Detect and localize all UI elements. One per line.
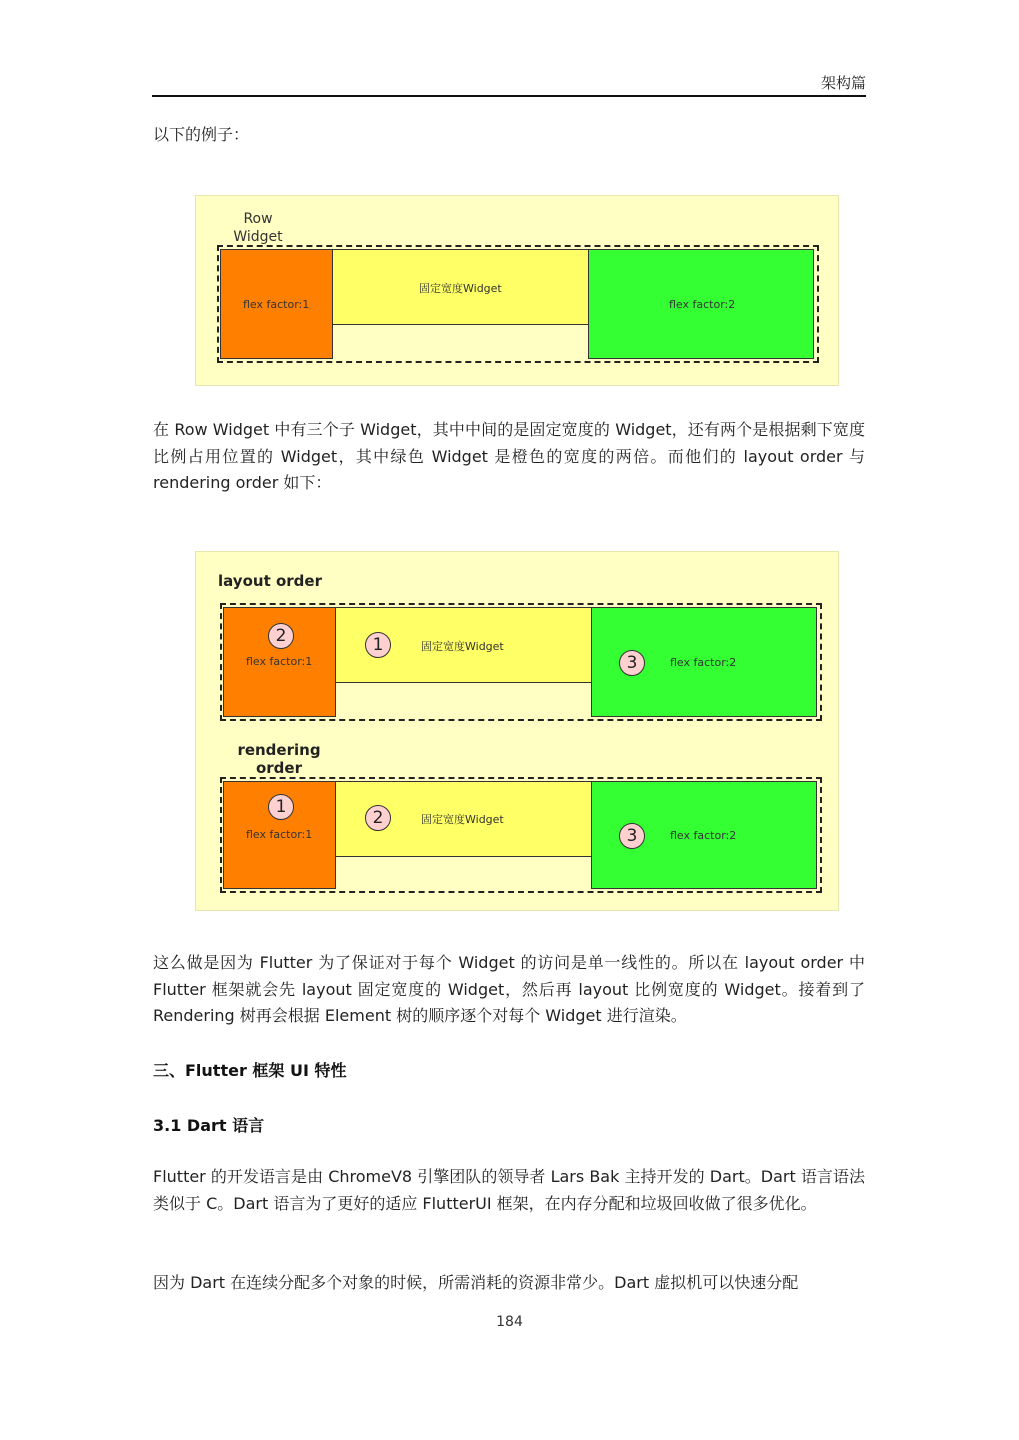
rendering-yellow-box — [335, 781, 592, 857]
rendering-yellow-order-badge: 2 — [365, 805, 391, 831]
intro-text: 以下的例子： — [153, 125, 250, 144]
rendering-orange-box — [223, 781, 336, 889]
paragraph-dart-language: Flutter 的开发语言是由 ChromeV8 引擎团队的领导者 Lars Bak 主持开发的 Dart。Dart 语言语法类似于 C。Dart 语言为了更好的适应 FlutterUI 框架，在内存分配和垃圾回收做了很多优化。 — [153, 1167, 865, 1213]
page-number: 184 — [496, 1314, 523, 1330]
orange-box-label: flex factor:1 — [243, 298, 310, 311]
layout-green-order-badge: 3 — [619, 650, 645, 676]
header-title: 架构篇 — [820, 74, 866, 92]
section-heading: 三、Flutter 框架 UI 特性 — [153, 1061, 347, 1080]
rendering-orange-label: flex factor:1 — [246, 828, 313, 841]
rendering-green-order-badge: 3 — [619, 823, 645, 849]
order-figure — [195, 551, 839, 911]
rendering-green-box — [591, 781, 817, 889]
layout-orange-order-badge: 2 — [268, 623, 294, 649]
green-flex-box — [588, 249, 814, 359]
layout-orange-box — [223, 607, 336, 717]
paragraph-dart-allocation: 因为 Dart 在连续分配多个对象的时候，所需消耗的资源非常少。Dart 虚拟机可以快速分配 — [153, 1273, 799, 1292]
layout-orange-label: flex factor:1 — [246, 655, 313, 668]
rendering-yellow-label: 固定宽度Widget — [421, 813, 504, 826]
rendering-order-label — [232, 741, 326, 777]
layout-yellow-box — [335, 607, 592, 683]
green-box-label: flex factor:2 — [669, 298, 736, 311]
header-rule — [152, 95, 866, 97]
row-widget-label-line1: Row — [243, 211, 273, 227]
layout-green-box — [591, 607, 817, 717]
layout-yellow-order-badge: 1 — [365, 632, 391, 658]
orange-flex-box — [220, 249, 333, 359]
layout-green-label: flex factor:2 — [670, 656, 737, 669]
rendering-green-label: flex factor:2 — [670, 829, 737, 842]
layout-yellow-label: 固定宽度Widget — [421, 640, 504, 653]
layout-order-label: layout order — [218, 572, 322, 590]
row-widget-figure — [195, 195, 839, 386]
paragraph-row-widget: 在 Row Widget 中有三个子 Widget，其中中间的是固定宽度的 Widget，还有两个是根据剩下宽度比例占用位置的 Widget，其中绿色 Widget 是橙色的宽度的两倍。而他们的 layout order 与 rendering order 如下： — [153, 420, 865, 492]
paragraph-order-explanation: 这么做是因为 Flutter 为了保证对于每个 Widget 的访问是单一线性的。所以在 layout order 中 Flutter 框架就会先 layout 固定宽度的 Widget，然后再 layout 比例宽度的 Widget。接着到了 Rendering 树再会根据 Element 树的顺序逐个对每个 Widget 进行渲染。 — [153, 953, 865, 1025]
row-widget-label-line2: Widget — [233, 229, 283, 245]
rendering-order-label-line1: rendering — [237, 741, 321, 759]
subsection-heading: 3.1 Dart 语言 — [153, 1116, 265, 1135]
yellow-fixed-box — [332, 249, 589, 325]
rendering-order-label-line2: order — [255, 759, 302, 777]
row-widget-label — [224, 210, 292, 246]
yellow-box-label: 固定宽度Widget — [419, 282, 502, 295]
rendering-orange-order-badge: 1 — [268, 794, 294, 820]
